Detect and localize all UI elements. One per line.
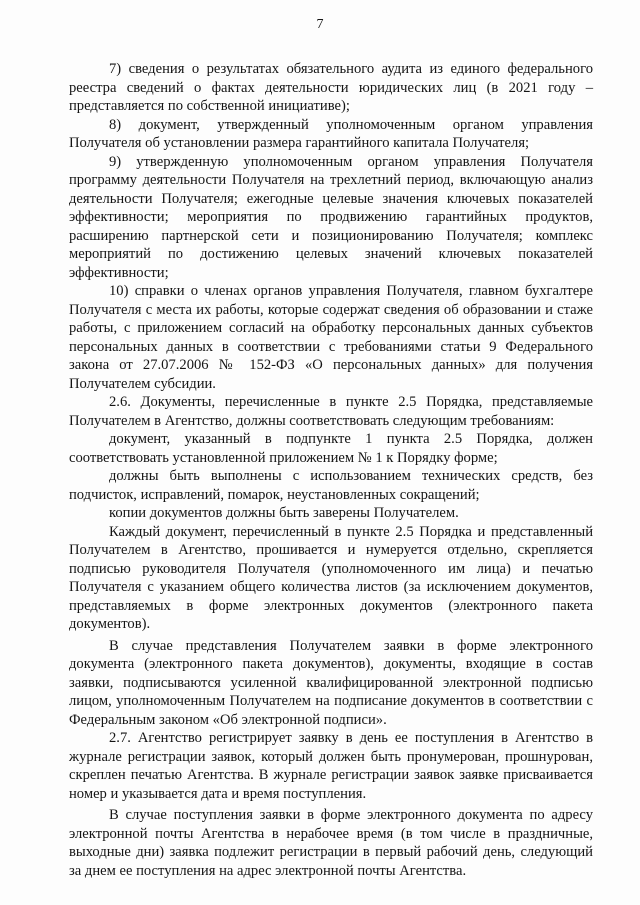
paragraph-binding: Каждый документ, перечисленный в пункте 2.5 Порядка и представленный Получателем в Агентство, прошивается и нумеруется отдельно, скрепляется подписью руководителя Получателя (уполномоченного им лица) и печатью Получателя с указанием общего количества листов (за исключением документов, представляемых в форме электронных документов (электронного пакета документов). — [69, 523, 593, 632]
paragraph-requirement-technical: должны быть выполнены с использованием технических средств, без подчисток, исправлений, помарок, неустановленных сокращений; — [69, 468, 593, 503]
paragraph-clause-2-7: 2.7. Агентство регистрирует заявку в день ее поступления в Агентство в журнале регистрации заявок, который должен быть пронумерован, прошнурован, скреплен печатью Агентства. В журнале регистрации заявок заявке присваивается номер и указывается дата и время поступления. — [69, 730, 593, 802]
paragraph-clause-2-6: 2.6. Документы, перечисленные в пункте 2.5 Порядка, представляемые Получателем в Агентство, должны соответствовать следующим требованиям: — [69, 394, 593, 429]
paragraph-item-8: 8) документ, утвержденный уполномоченным органом управления Получателя об установлении размера гарантийного капитала Получателя; — [69, 116, 593, 151]
paragraph-requirement-copies: копии документов должны быть заверены Получателем. — [109, 505, 459, 521]
paragraph-item-7: 7) сведения о результатах обязательного аудита из единого федерального реестра сведений о фактах деятельности юридических лиц (в 2021 году – представляется по собственной инициативе); — [69, 61, 593, 114]
paragraph-requirement-form: документ, указанный в подпункте 1 пункта 2.5 Порядка, должен соответствовать установленной приложением № 1 к Порядку форме; — [69, 431, 593, 466]
paragraph-item-10: 10) справки о членах органов управления Получателя, главном бухгалтере Получателя с места их работы, которые содержат сведения об образовании и стаже работы, с приложением согласий на обработку персональных данных субъектов персональных данных в соответствии с требованиями статьи 9 Федерального закона от 27.07.2006 № 152-ФЗ «О персональных данных» для получения Получателем субсидии. — [69, 283, 593, 392]
page-number: 7 — [316, 17, 324, 32]
paragraph-electronic: В случае представления Получателем заявки в форме электронного документа (электронного пакета документов), документы, входящие в состав заявки, подписываются усиленной квалифицированной электронной подписью лицом, уполномоченным Получателем на подписание документов в соответствии с Федеральным законом «Об электронной подписи». — [69, 637, 593, 728]
document-body — [69, 60, 593, 880]
paragraph-nonworking-time: В случае поступления заявки в форме электронного документа по адресу электронной почты Агентства в нерабочее время (в том числе в праздничные, выходные дни) заявка подлежит регистрации в первый рабочий день, следующий за днем ее поступления на адрес электронной почты Агентства. — [69, 807, 593, 879]
paragraph-item-9: 9) утвержденную уполномоченным органом управления Получателя программу деятельности Получателя на трехлетний период, включающую анализ деятельности Получателя; ежегодные целевые значения ключевых показателей эффективности; мероприятия по продвижению гарантийных продуктов, расширению партнерской сети и позиционированию Получателя; комплекс мероприятий по достижению целевых значений ключевых показателей эффективности; — [69, 153, 593, 281]
